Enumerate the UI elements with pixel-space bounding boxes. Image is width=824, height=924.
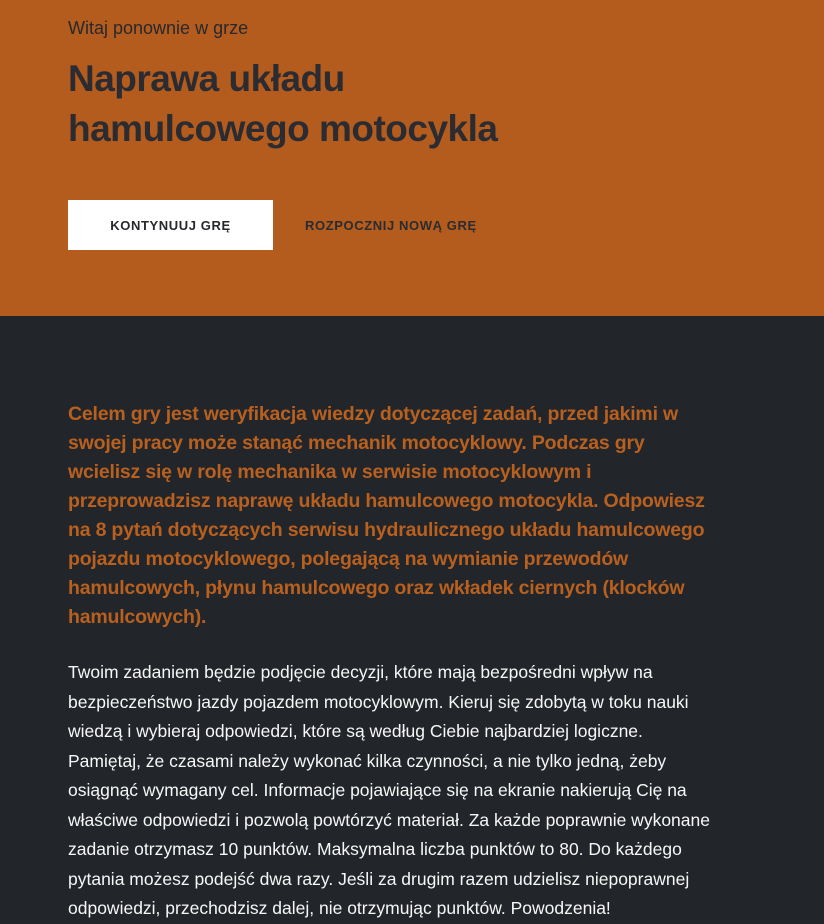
game-title: Naprawa układu hamulcowego motocykla bbox=[68, 58, 498, 149]
hero-section bbox=[0, 0, 824, 316]
continue-game-button[interactable]: KONTYNUUJ GRĘ bbox=[68, 200, 273, 250]
start-new-game-button[interactable]: ROZPOCZNIJ NOWĄ GRĘ bbox=[305, 208, 477, 243]
welcome-text: Witaj ponownie w grze bbox=[68, 18, 249, 38]
game-goal-paragraph: Celem gry jest weryfikacja wiedzy dotyczącej zadań, przed jakimi w swojej pracy może stanąć mechanik motocyklowy. Podczas gry wcielisz się w rolę mechanika w serwisie motocyklowym i przeprowadzisz naprawę układu hamulcowego motocykla. Odpowiesz na 8 pytań dotyczących serwisu hydraulicznego układu hamulcowego pojazdu motocyklowego, polegającą na wymianie przewodów hamulcowych, płynu hamulcowego oraz wkładek ciernych (klocków hamulcowych). bbox=[68, 403, 705, 628]
game-description-section bbox=[0, 316, 824, 924]
game-task-paragraph: Twoim zadaniem będzie podjęcie decyzji, które mają bezpośredni wpływ na bezpieczeństwo jazdy pojazdem motocyklowym. Kieruj się zdobytą w toku nauki wiedzą i wybieraj odpowiedzi, które są według Ciebie najbardziej logiczne. Pamiętaj, że czasami należy wykonać kilka czynności, a nie tylko jedną, żeby osiągnąć wymagany cel. Informacje pojawiające się na ekranie nakierują Cię na właściwe odpowiedzi i pozwolą powtórzyć materiał. Za każde poprawnie wykonane zadanie otrzymasz 10 punktów. Maksymalna liczba punktów to 80. Do każdego pytania możesz podejść dwa razy. Jeśli za drugim razem udzielisz niepoprawnej odpowiedzi, przechodzisz dalej, nie otrzymując punktów. Powodzenia! bbox=[68, 662, 710, 918]
hero-button-row bbox=[68, 200, 756, 250]
